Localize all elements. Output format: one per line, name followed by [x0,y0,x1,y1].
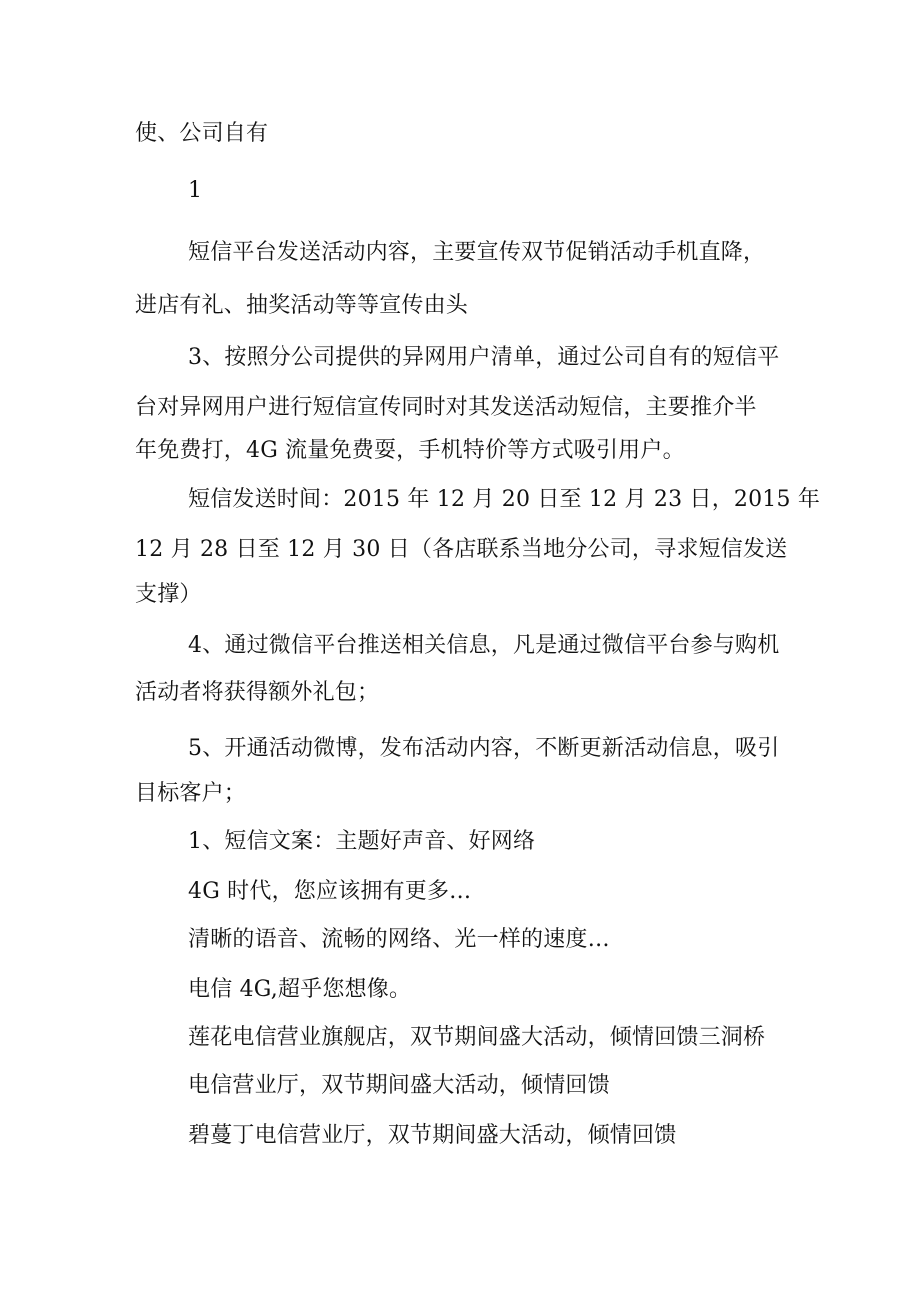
text-line-14: 目标客户； [135,781,247,806]
text-line-17: 清晰的语音、流畅的网络、光一样的速度… [188,927,610,952]
text-line-8: 短信发送时间：2015 年 12 月 20 日至 12 月 23 日，2015 年 [188,487,821,512]
text-line-15: 1、短信文案：主题好声音、好网络 [188,829,536,854]
text-line-18: 电信 4G,超乎您想像。 [188,977,412,1002]
text-line-12: 活动者将获得额外礼包； [135,680,380,705]
text-line-20: 电信营业厅，双节期间盛大活动，倾情回馈 [188,1073,610,1098]
text-line-1: 使、公司自有 [135,121,269,146]
text-line-6: 台对异网用户进行短信宣传同时对其发送活动短信，主要推介半 [135,395,757,420]
text-line-10: 支撑） [135,582,202,607]
text-line-19: 莲花电信营业旗舰店，双节期间盛大活动，倾情回馈三洞桥 [188,1025,766,1050]
text-line-16: 4G 时代，您应该拥有更多… [188,879,472,904]
text-line-4: 进店有礼、抽奖活动等等宣传由头 [135,293,469,318]
text-line-21: 碧蔓丁电信营业厅，双节期间盛大活动，倾情回馈 [188,1123,677,1148]
text-line-13: 5、开通活动微博，发布活动内容，不断更新活动信息，吸引 [188,736,780,761]
text-line-7: 年免费打，4G 流量免费耍，手机特价等方式吸引用户。 [135,438,685,463]
text-line-2: 1 [188,178,203,203]
text-line-11: 4、通过微信平台推送相关信息，凡是通过微信平台参与购机 [188,633,780,658]
text-line-9: 12 月 28 日至 12 月 30 日（各店联系当地分公司，寻求短信发送 [135,537,788,562]
text-line-5: 3、按照分公司提供的异网用户清单，通过公司自有的短信平 [188,345,780,370]
text-line-3: 短信平台发送活动内容，主要宣传双节促销活动手机直降， [188,240,766,265]
